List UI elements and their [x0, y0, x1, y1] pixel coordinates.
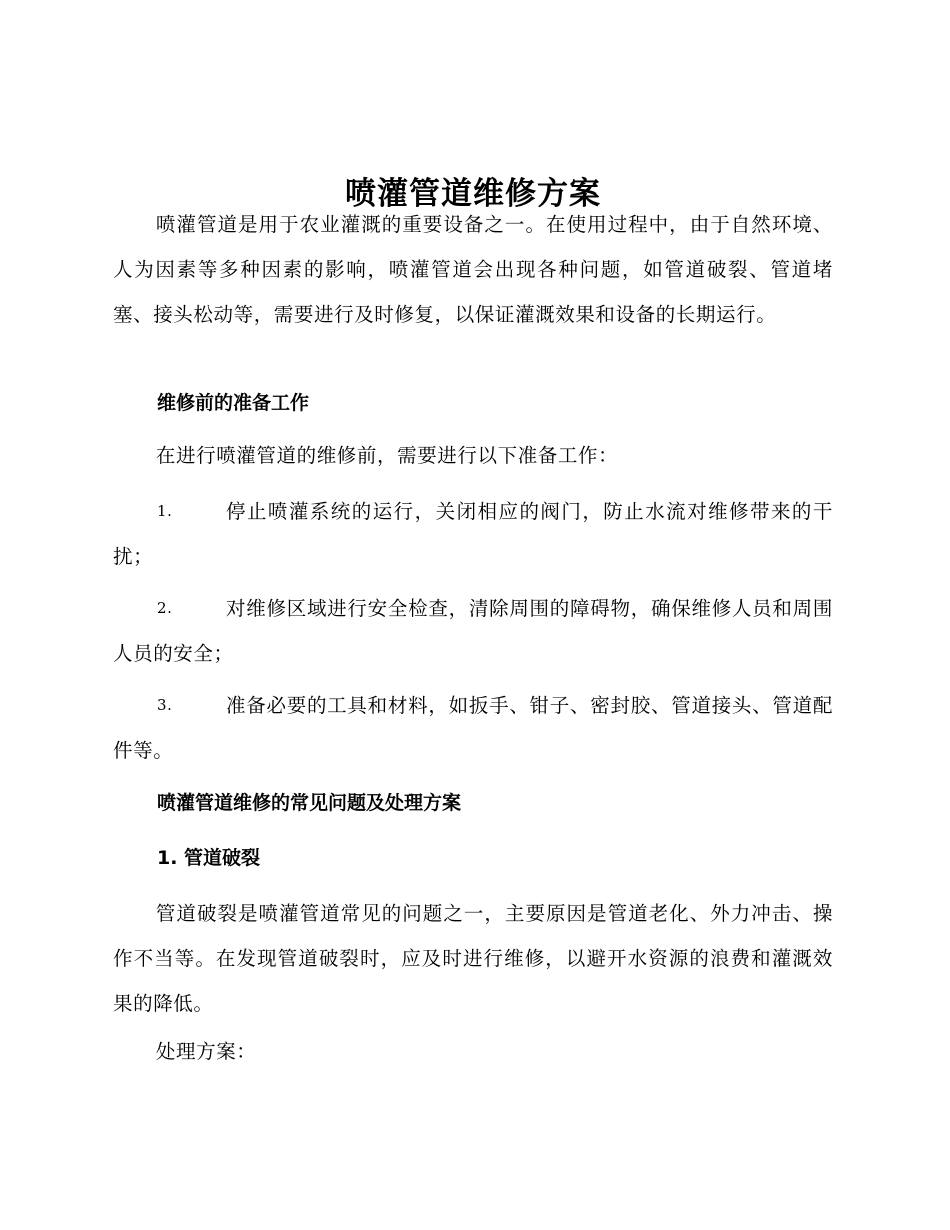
list-item: [113, 489, 833, 579]
list-text: 准备必要的工具和材料，如扳手、钳子、密封胶、管道接头、管道配件等。: [113, 694, 833, 762]
list-number: 2.: [157, 599, 173, 617]
list-text: 对维修区域进行安全检查，清除周围的障碍物，确保维修人员和周围人员的安全；: [113, 597, 833, 665]
preparation-lead-paragraph: 在进行喷灌管道的维修前，需要进行以下准备工作：: [155, 444, 619, 467]
list-text: 停止喷灌系统的运行，关闭相应的阀门，防止水流对维修带来的干扰；: [113, 500, 833, 568]
list-item: [113, 586, 833, 676]
document-title: 喷灌管道维修方案: [345, 175, 601, 212]
pipe-rupture-paragraph: 管道破裂是喷灌管道常见的问题之一，主要原因是管道老化、外力冲击、操作不当等。在发现管道破裂时，应及时进行维修，以避开水资源的浪费和灌溉效果的降低。: [113, 902, 833, 1015]
solution-label: 处理方案：: [155, 1040, 257, 1063]
list-item: [113, 683, 833, 773]
list-number: 1.: [157, 502, 173, 520]
intro-paragraph: 喷灌管道是用于农业灌溉的重要设备之一。在使用过程中，由于自然环境、人为因素等多种因素的影响，喷灌管道会出现各种问题，如管道破裂、管道堵塞、接头松动等，需要进行及时修复，以保证灌溉效果和设备的长期运行。: [113, 213, 833, 326]
list-number: 3.: [157, 696, 173, 714]
subsection-heading-pipe-rupture: 1. 管道破裂: [157, 847, 261, 869]
section-heading-common-problems: 喷灌管道维修的常见问题及处理方案: [157, 792, 462, 814]
section-heading-preparation: 维修前的准备工作: [157, 392, 310, 414]
